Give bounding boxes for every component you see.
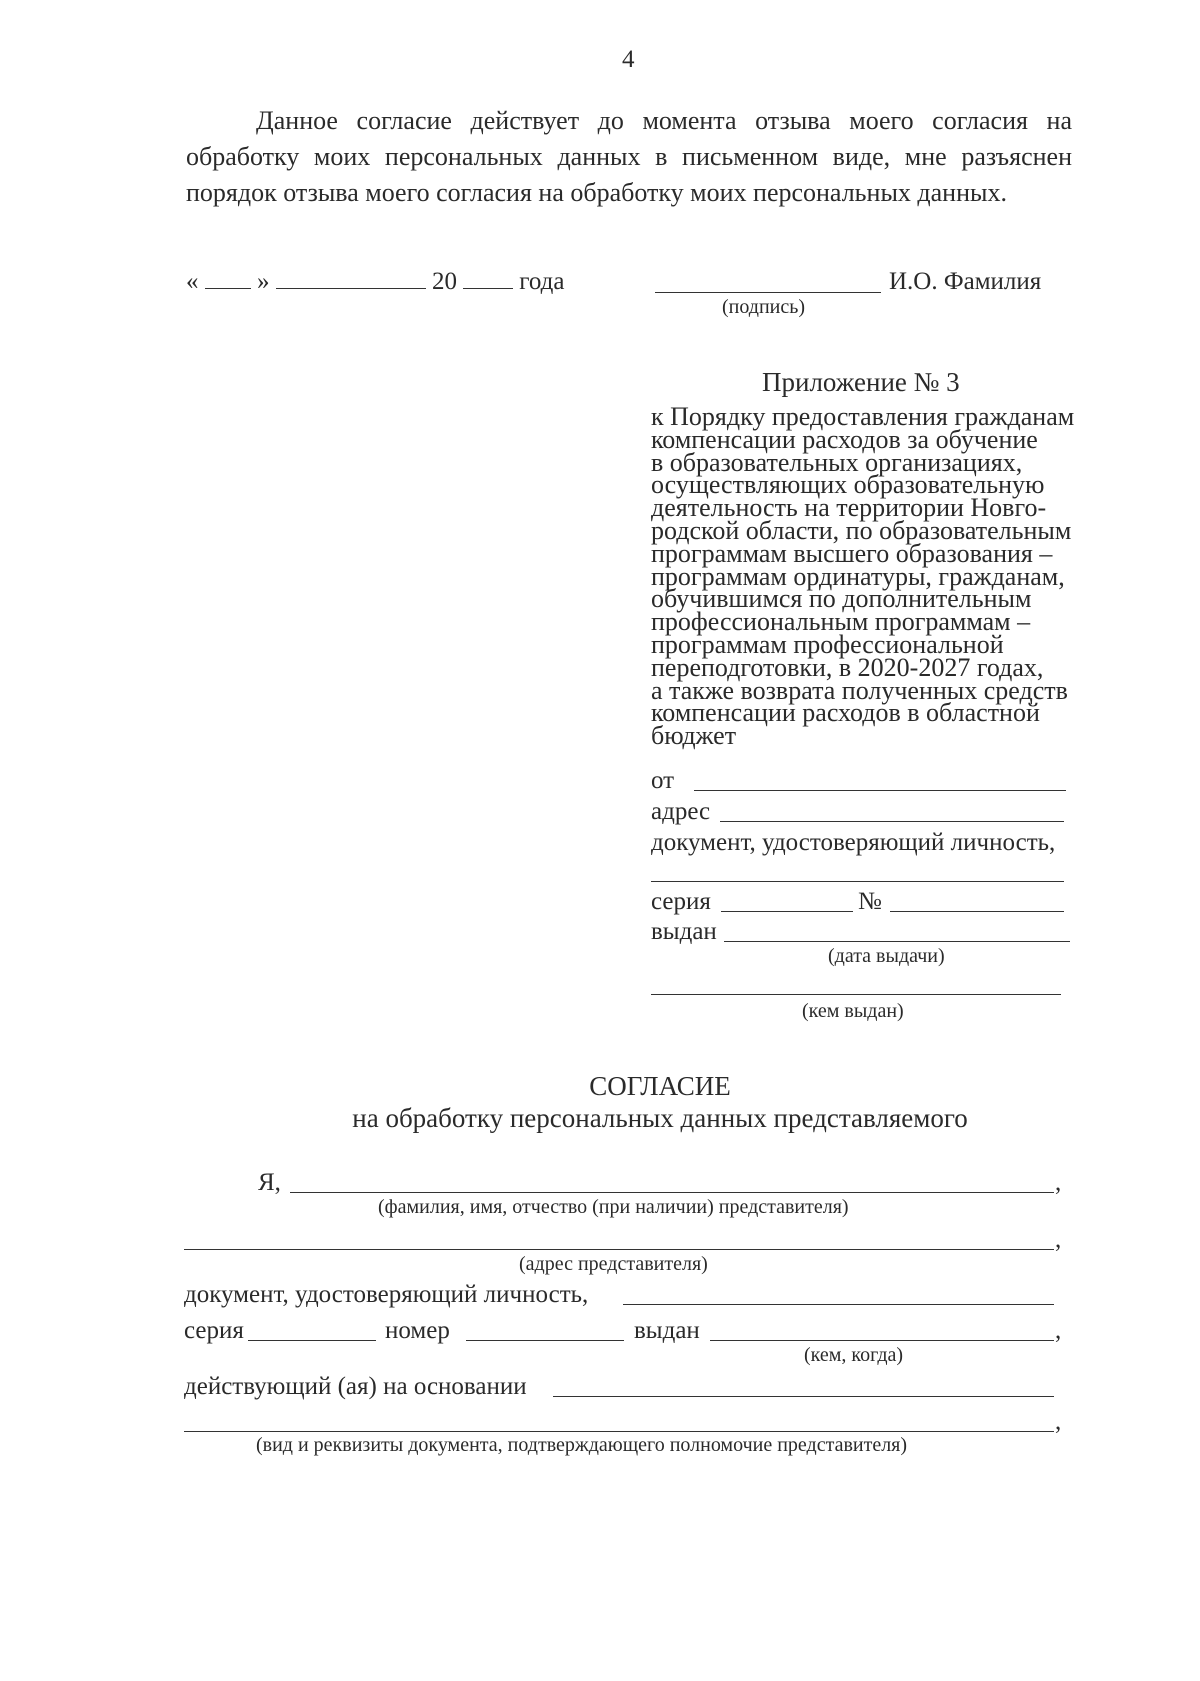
number-label: №	[858, 888, 882, 915]
consent-subtitle: на обработку персональных данных представляемого	[352, 1103, 968, 1133]
signature-blank[interactable]	[655, 292, 881, 293]
consent-issued-field[interactable]	[710, 1340, 1054, 1341]
issue-date-field[interactable]	[724, 941, 1070, 942]
year-prefix: 20	[432, 268, 457, 295]
appendix-line: профессиональным программам –	[651, 607, 1031, 637]
representative-name-caption: (фамилия, имя, отчество (при наличии) представителя)	[378, 1196, 849, 1218]
number-field[interactable]	[890, 911, 1064, 912]
address-label: адрес	[651, 798, 711, 825]
appendix-line: к Порядку предоставления гражданам	[651, 402, 1075, 431]
consent-id-doc-field[interactable]	[623, 1304, 1054, 1305]
consent-issued-caption: (кем, когда)	[804, 1344, 904, 1366]
appendix-line: программам профессиональной	[651, 629, 1004, 659]
quote-close: »	[257, 268, 270, 295]
consent-id-doc-label: документ, удостоверяющий личность,	[184, 1281, 589, 1308]
quote-open: «	[186, 268, 199, 295]
year-blank[interactable]	[463, 268, 513, 289]
appendix-title: Приложение № 3	[762, 367, 960, 397]
id-doc-field[interactable]	[651, 881, 1064, 882]
representative-address-caption: (адрес представителя)	[519, 1253, 708, 1275]
comma: ,	[1055, 1408, 1062, 1435]
appendix-line: переподготовки, в 2020-2027 годах,	[651, 652, 1044, 682]
appendix-line: деятельность на территории Новго-	[651, 493, 1047, 523]
consent-series-label: серия	[184, 1317, 244, 1344]
page-number: 4	[622, 46, 635, 73]
appendix-line: в образовательных организациях,	[651, 447, 1023, 477]
month-blank[interactable]	[276, 268, 426, 289]
i-label: Я,	[258, 1169, 281, 1196]
from-field[interactable]	[694, 790, 1066, 791]
appendix-line: осуществляющих образовательную	[651, 470, 1045, 500]
consent-number-field[interactable]	[466, 1340, 624, 1341]
representative-address-field[interactable]	[184, 1249, 1054, 1250]
signature-caption: (подпись)	[722, 296, 806, 318]
appendix-line: программам высшего образования –	[651, 538, 1053, 568]
intro-line-2: обработку моих персональных данных в письменном виде, мне разъяснен	[186, 142, 1072, 171]
id-doc-label: документ, удостоверяющий личность,	[651, 829, 1056, 856]
appendix-line: а также возврата полученных средств	[651, 675, 1068, 705]
series-field[interactable]	[721, 911, 853, 912]
consent-number-label: номер	[385, 1317, 450, 1344]
basis-field[interactable]	[553, 1396, 1054, 1397]
consent-series-field[interactable]	[248, 1340, 376, 1341]
intro-line-1: Данное согласие действует до момента отзыва моего согласия на	[256, 106, 1072, 135]
comma: ,	[1055, 1317, 1062, 1344]
appendix-line: компенсации расходов в областной	[651, 698, 1040, 728]
intro-paragraph	[186, 103, 1072, 211]
appendix-line: компенсации расходов за обучение	[651, 424, 1038, 454]
appendix-line: бюджет	[651, 721, 737, 751]
basis-caption: (вид и реквизиты документа, подтверждающего полномочие представителя)	[256, 1434, 908, 1456]
basis-label: действующий (ая) на основании	[184, 1373, 527, 1400]
appendix-text	[651, 402, 1075, 751]
issue-date-caption: (дата выдачи)	[828, 945, 945, 967]
consent-issued-label: выдан	[634, 1317, 700, 1344]
consent-title: СОГЛАСИЕ	[589, 1071, 731, 1101]
appendix-line: родской области, по образовательным	[651, 515, 1072, 545]
date-line	[186, 268, 564, 296]
series-label: серия	[651, 888, 711, 915]
basis-document-field[interactable]	[184, 1431, 1054, 1432]
address-field[interactable]	[720, 821, 1064, 822]
comma: ,	[1055, 1226, 1062, 1253]
appendix-line: обучившимся по дополнительным	[651, 584, 1032, 614]
issued-by-field[interactable]	[651, 994, 1061, 995]
from-label: от	[651, 767, 675, 794]
issued-label: выдан	[651, 918, 717, 945]
year-suffix: года	[519, 268, 565, 295]
signer-name: И.О. Фамилия	[889, 268, 1042, 295]
comma: ,	[1055, 1169, 1062, 1196]
appendix-line: программам ординатуры, гражданам,	[651, 561, 1065, 591]
representative-name-field[interactable]	[290, 1192, 1054, 1193]
day-blank[interactable]	[205, 268, 251, 289]
intro-line-3: порядок отзыва моего согласия на обработку моих персональных данных.	[186, 178, 1007, 207]
issued-by-caption: (кем выдан)	[802, 1000, 904, 1022]
